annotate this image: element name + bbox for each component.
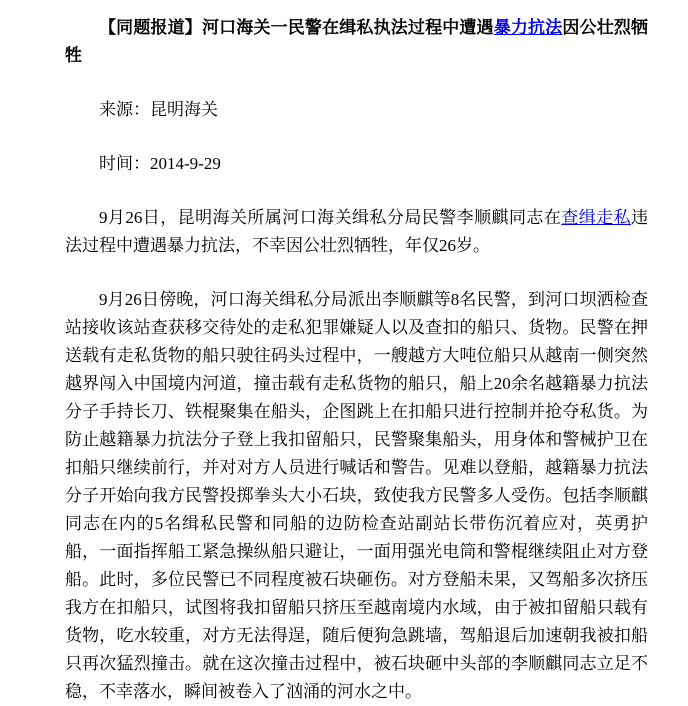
source-label: 来源： bbox=[99, 100, 150, 119]
paragraph-body: 9月26日傍晚，河口海关缉私分局派出李顺麒等8名民警，到河口坝洒检查站接收该站查获移交待处的走私犯罪嫌疑人以及查扣的船只、货物。民警在押送载有走私货物的船只驶往码头过程中，一艘越方大吨位船只从越南一侧突然越界闯入中国境内河道，撞击载有走私货物的船只，船上20余名越籍暴力抗法分子手持长刀、铁棍聚集在船头，企图跳上在扣船只进行控制并抢夺私货。为防止越籍暴力抗法分子登上我扣留船只，民警聚集船头，用身体和警械护卫在扣船只继续前行，并对对方人员进行喊话和警告。见难以登船，越籍暴力抗法分子开始向我方民警投掷拳头大小石块，致使我方民警多人受伤。包括李顺麒同志在内的5名缉私民警和同船的边防检查站副站长带伤沉着应对，英勇护船，一面指挥船工紧急操纵船只避让，一面用强光电筒和警棍继续阻止对方登船。此时，多位民警已不同程度被石块砸伤。对方登船未果，又驾船多次挤压我方在扣船只，试图将我扣留船只挤压至越南境内水域，由于被扣留船只载有货物，吃水较重，对方无法得逞，随后便狗急跳墙，驾船退后加速朝我被扣船只再次猛烈撞击。就在这次撞击过程中，被石块砸中头部的李顺麒同志立足不稳，不幸落水，瞬间被卷入了汹涌的河水之中。 bbox=[65, 290, 648, 701]
title-link-violent-resistance[interactable]: 暴力抗法 bbox=[493, 18, 563, 37]
paragraph-intro bbox=[65, 204, 648, 260]
time-line bbox=[65, 150, 648, 178]
time-label: 时间： bbox=[99, 154, 150, 173]
time-value: 2014-9-29 bbox=[150, 154, 221, 173]
intro-link-smuggling-investigation[interactable]: 查缉走私 bbox=[561, 208, 632, 227]
intro-text-after-link: 违法过程中遭遇暴力抗法，不幸因公壮烈牺牲，年仅26岁。 bbox=[65, 208, 649, 255]
title-text-after-link: 因公壮烈牺牲 bbox=[65, 18, 649, 65]
intro-text-before-link: 9月26日，昆明海关所属河口海关缉私分局民警李顺麒同志在 bbox=[99, 208, 562, 227]
title-text-before-link: 【同题报道】河口海关一民警在缉私执法过程中遭遇 bbox=[99, 18, 494, 37]
page-title bbox=[65, 14, 648, 70]
source-value: 昆明海关 bbox=[150, 100, 218, 119]
source-line bbox=[65, 96, 648, 124]
